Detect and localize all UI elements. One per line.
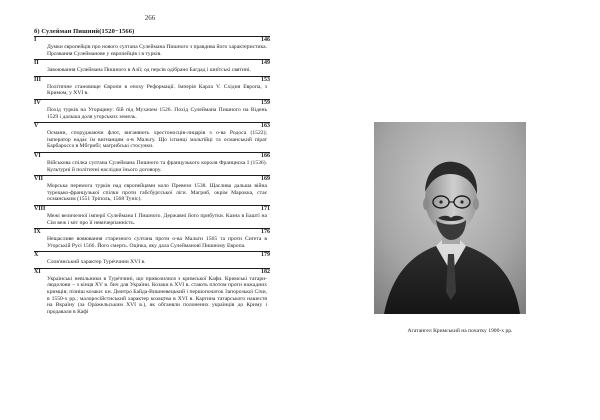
toc-entry-text: Морська перемога турків над європейцями коло Превези 1538. Щаслива дальша війна турецько-французької спілки проти габсбургської ліги. Магриб, окрім Марокка, стає османським (1551 Тріполь, 1568 Туніс). [47, 183, 267, 203]
toc-entry [34, 175, 270, 203]
toc-entry-number: XI [34, 268, 41, 275]
toc-entry [34, 59, 270, 74]
toc-entry-text: Політичне становище Європи в епоху Реформації. Імперія Карла V. Східня Европа, з Кримом, у XVI в. [47, 83, 267, 97]
toc-entry-number: VI [34, 152, 41, 159]
section-title: б) Сулейман Пишний(1520−1566) [34, 28, 135, 35]
toc-entry-number: VII [34, 176, 44, 183]
page-number: 266 [144, 14, 156, 22]
toc-entry [34, 99, 270, 120]
toc-entry [34, 36, 270, 57]
toc-entry-number: III [34, 76, 42, 83]
toc-entry-text: Межі величезної імперії Сулеймана I Пишного. Державні його прибутки. Казна в Баштї на Сім веж і міт про її невичерпанність. [47, 212, 267, 226]
toc-entry-page: 159 [261, 99, 270, 106]
toc-entry [34, 228, 270, 249]
toc-entry-page: 171 [261, 205, 270, 212]
portrait-image [374, 122, 526, 314]
photo-caption: Агатангел Кримський на початку 1900-х рр. [407, 328, 513, 334]
toc-entry [34, 251, 270, 266]
toc-entry-text: Військова спілка султана Сулеймана Пишного та французького короля Франциска I (1536). Культурні й політичні наслідки їнього договору. [47, 159, 267, 173]
toc-entry-number: IV [34, 99, 41, 106]
toc-entry-header [34, 100, 270, 107]
toc-entry-page: 149 [261, 60, 270, 67]
toc-entry-text: Османи, споруджаючи флот, виганяють хрестоносців-лицарів з о-ва Родоса (1522); імператор нада́є їм вигнанцям о-в Мальту. Що іспанці мальтійці та османський пірат Барбаросса в Мбгрибі; магрибські стосунки. [47, 130, 267, 150]
toc-entry-header [34, 229, 270, 236]
toc-entry-page: 146 [261, 37, 270, 43]
toc-entry-page: 179 [261, 252, 270, 259]
toc-entry-header [34, 153, 270, 160]
toc-entry-text: Слов'янський характер Турéччини XVI в. [47, 259, 146, 266]
toc-entry-number: X [34, 252, 39, 259]
toc-entry-header [34, 206, 270, 213]
toc-entry-header [34, 77, 270, 84]
table-of-contents [34, 36, 270, 317]
toc-entry-number: IX [34, 229, 41, 236]
toc-entry-page: 166 [261, 152, 270, 159]
toc-entry [34, 76, 270, 97]
toc-entry [34, 268, 270, 316]
toc-entry-number: V [34, 123, 39, 130]
toc-entry-page: 169 [261, 176, 270, 183]
toc-entry-page: 176 [261, 229, 270, 236]
toc-entry-page: 153 [261, 76, 270, 83]
toc-entry [34, 205, 270, 226]
toc-entry-header [34, 269, 270, 276]
toc-entry-page: 182 [261, 268, 270, 275]
toc-entry-text: Нещасливе вовювання старезного султана проти о-ва Мальти 1565 та проти Сигета в Угорській Русі 1566. Його смерть. Оцінка, яку дала Сулеймановї Пишному Европа. [47, 236, 267, 249]
toc-entry-text: Завоювання Сулеймана Пишного в Азії; од персів одібрано Багдад і шиїтські святині. [47, 67, 251, 74]
toc-entry-text: Похід турків на Угорщину: бій під Мухачем 1526. Похід Сулеймана Пишного на Відень 1529 і дальша доля угорських земель. [47, 106, 267, 120]
toc-entry-number: II [34, 60, 39, 67]
toc-entry-header [34, 37, 270, 44]
toc-entry [34, 122, 270, 150]
right-page [300, 0, 600, 420]
portrait-photo [374, 122, 526, 314]
toc-entry-text: Українські невільники в Турéччині, що привозилися з кримської Кафи. Кримські татари-людолови − з кінця XV в. бич для України. Козаки в XVI в. стають плотом проти нажадних кримців; пізніш козаки: кн. Дмитро Байда-Вишневецький і першопочаток Запорозької Січи, в 1550-х рр.; малоросійстиський характер козацтва в XVI в. Картина татарського нашестя на Вкраїну (за Орáжельським XVI в.), як обганяли полонених українців до Криму і продавали в Кафі [47, 275, 267, 315]
toc-entry-number: I [34, 37, 37, 43]
toc-entry-number: VIII [34, 205, 46, 212]
toc-entry-text: Думки європейців про нового султана Сулеймана Пишного з правдива його характеристика. Прозвання Сулейманове у європейців і в турків. [47, 44, 267, 57]
toc-entry [34, 152, 270, 173]
toc-entry-page: 163 [261, 123, 270, 130]
